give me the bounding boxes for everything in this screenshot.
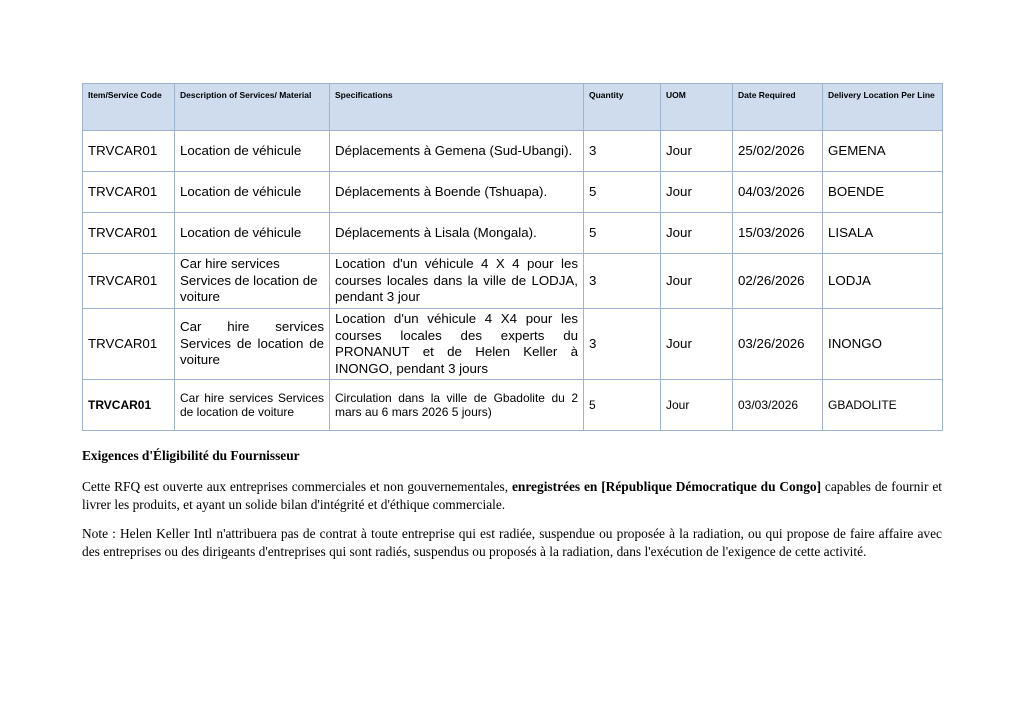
- header-item-code: Item/Service Code: [83, 84, 175, 131]
- table-row: [83, 380, 943, 431]
- table-header-row: [83, 84, 943, 131]
- cell-code: TRVCAR01: [83, 131, 175, 172]
- eligibility-text-end: capables de fournir et livrer les produits, et ayant un solide bilan d'intégrité et d'éthique commerciale.: [82, 479, 942, 512]
- cell-code: TRVCAR01: [83, 213, 175, 254]
- cell-location: GBADOLITE: [823, 380, 943, 431]
- cell-specifications: Déplacements à Lisala (Mongala).: [330, 213, 584, 254]
- eligibility-text-start: Cette RFQ est ouverte aux entreprises commerciales et non gouvernementales,: [82, 479, 512, 494]
- cell-date: 15/03/2026: [733, 213, 823, 254]
- header-uom: UOM: [661, 84, 733, 131]
- cell-quantity: 5: [584, 380, 661, 431]
- cell-location: LODJA: [823, 254, 943, 309]
- debarment-note: Note : Helen Keller Intl n'attribuera pas de contrat à toute entreprise qui est radiée, suspendue ou proposée à la radiation, ou qui propose de faire affaire avec des entreprises ou des dirigeants d'entreprises qui sont radiés, suspendus ou proposés à la radiation, dans l'exécution de l'exigence de cette activité.: [82, 526, 942, 559]
- table-row: [83, 309, 943, 380]
- cell-location: INONGO: [823, 309, 943, 380]
- table-row: [83, 131, 943, 172]
- cell-uom: Jour: [661, 309, 733, 380]
- header-date-required: Date Required: [733, 84, 823, 131]
- cell-date: 03/26/2026: [733, 309, 823, 380]
- cell-quantity: 5: [584, 213, 661, 254]
- cell-location: LISALA: [823, 213, 943, 254]
- table-row: [83, 254, 943, 309]
- header-description: Description of Services/ Material: [175, 84, 330, 131]
- cell-date: 03/03/2026: [733, 380, 823, 431]
- cell-location: GEMENA: [823, 131, 943, 172]
- cell-quantity: 3: [584, 254, 661, 309]
- cell-description: Location de véhicule: [175, 172, 330, 213]
- cell-description: Car hire services Services de location de voiture: [175, 309, 330, 380]
- cell-code: TRVCAR01: [83, 254, 175, 309]
- cell-quantity: 3: [584, 309, 661, 380]
- cell-code: TRVCAR01: [83, 309, 175, 380]
- eligibility-heading: Exigences d'Éligibilité du Fournisseur: [82, 448, 300, 463]
- cell-description: Car hire services Services de location de voiture: [175, 380, 330, 431]
- cell-specifications: Location d'un véhicule 4 X 4 pour les courses locales dans la ville de LODJA, pendant 3 jour: [330, 254, 584, 309]
- cell-description: Location de véhicule: [175, 213, 330, 254]
- cell-uom: Jour: [661, 172, 733, 213]
- cell-date: 04/03/2026: [733, 172, 823, 213]
- table-row: [83, 172, 943, 213]
- eligibility-paragraph: [82, 478, 942, 514]
- registration-requirement: enregistrées en [République Démocratique du Congo]: [511, 479, 822, 494]
- cell-code: TRVCAR01: [83, 172, 175, 213]
- cell-date: 02/26/2026: [733, 254, 823, 309]
- cell-specifications: Déplacements à Gemena (Sud-Ubangi).: [330, 131, 584, 172]
- header-specifications: Specifications: [330, 84, 584, 131]
- cell-specifications: Location d'un véhicule 4 X4 pour les courses locales des experts du PRONANUT et de Helen Keller à INONGO, pendant 3 jours: [330, 309, 584, 380]
- cell-specifications: Déplacements à Boende (Tshuapa).: [330, 172, 584, 213]
- cell-uom: Jour: [661, 213, 733, 254]
- cell-location: BOENDE: [823, 172, 943, 213]
- cell-description: Car hire services Services de location de voiture: [175, 254, 330, 309]
- table-row: [83, 213, 943, 254]
- cell-quantity: 5: [584, 172, 661, 213]
- cell-quantity: 3: [584, 131, 661, 172]
- cell-description: Location de véhicule: [175, 131, 330, 172]
- rfq-items-table: [82, 83, 943, 431]
- cell-uom: Jour: [661, 131, 733, 172]
- cell-uom: Jour: [661, 254, 733, 309]
- cell-code: TRVCAR01: [83, 380, 175, 431]
- header-quantity: Quantity: [584, 84, 661, 131]
- cell-date: 25/02/2026: [733, 131, 823, 172]
- header-delivery-location: Delivery Location Per Line: [823, 84, 943, 131]
- cell-specifications: Circulation dans la ville de Gbadolite du 2 mars au 6 mars 2026 5 jours): [330, 380, 584, 431]
- cell-uom: Jour: [661, 380, 733, 431]
